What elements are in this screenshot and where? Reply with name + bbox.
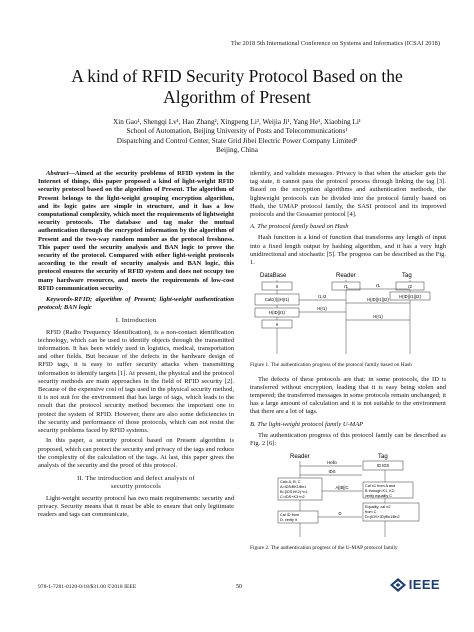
fig2-tbb-line-1: Equality, cal n2 — [365, 505, 391, 510]
fig2-reader-label: Reader — [290, 454, 310, 461]
right-paragraph-1: identify, and validate messages. Privacy is that when the attacker gets the tag state, it cannot pass the protocol process through linking the tag [3]. Based on the encryption algorithms and authentication methods, the lightweight protocols can be divided into the protocol family based on Hash, the UMAP protocol family, the SASI protocol and its improved protocols and the Gossamer protocol [4]. — [250, 170, 446, 219]
abstract — [38, 170, 234, 293]
fig2-rb1-line-3: B=(IDS∨K2)+n1 — [280, 490, 308, 495]
fig2-tbb-line-3: D=(IDS+ID)⊕n1⊕n2 — [365, 515, 400, 520]
fig1-msg-2: H(ID||r1||r2) — [367, 297, 389, 303]
subsection-a: A. The protocol family based on Hash — [250, 223, 349, 231]
subsection-b: B. The light-weight protocol family U-MAP — [250, 420, 364, 428]
section-heading-introduction: I. Introduction — [115, 317, 157, 325]
figure-2-diagram — [250, 451, 446, 539]
fig1-tag-label: Tag — [402, 273, 412, 280]
fig2-rb1-line-1: Calc A, B, C — [280, 480, 301, 485]
affiliation-2: Dispatching and Control Center, State Grid Jibei Electric Power Company Limited² — [116, 136, 358, 145]
fig1-reader-box-text: r1 — [343, 284, 349, 290]
page-number: 50 — [236, 584, 242, 590]
fig2-rb2-line-2: D, verify it — [280, 518, 297, 523]
fig1-tag-box-1-text: r2 — [407, 284, 413, 290]
affiliation-1: School of Automation, Beijing University of Posts and Telecommunications¹ — [126, 127, 348, 136]
figure-1-caption: Figure 1. The authentication progress of the protocol family based on Hash — [250, 362, 412, 369]
intro-paragraph-2: In this paper, a security protocol based on Present algorithm is proposed, which can protect the security and privacy of the tags and reduce the complexity of the calculation of the tags. At last, this paper gives the analysis of the security and the proof of this protocol. — [38, 437, 234, 469]
fig2-msg-hello: Hello — [327, 460, 337, 466]
fig2-rb1-line-2: A=IDS⊕K1⊕n1 — [280, 485, 307, 490]
fig2-tbm-line-2: B through K1, K2; — [365, 489, 395, 494]
fig2-tbm-line-3: verify equality C — [365, 494, 393, 499]
abstract-label: Abstract — [46, 170, 69, 177]
figure-1 — [250, 270, 446, 369]
fig2-tbb-line-2: from C — [365, 510, 377, 515]
figure-2-caption: Figure 2. The authentication progress of the U-MAP protocol family — [250, 545, 398, 552]
left-column — [38, 170, 234, 521]
fig2-rb1-line-4: C=IDS+K3+n2 — [280, 495, 305, 500]
right-column — [250, 170, 446, 559]
title-line-1: A kind of RFID Security Protocol Based on the — [71, 66, 403, 86]
fig1-msg-1: r1 — [375, 283, 381, 289]
keywords: Keywords-RFID; algorithm of Present; light-weight authentication protocol; BAN logic — [38, 296, 234, 312]
ieee-logo — [390, 577, 440, 592]
fig2-msg-ids: IDS — [328, 469, 336, 475]
authors: Xin Gao¹, Shengqi Lv¹, Hao Zhang², Xingpeng Li², Weijia Ji¹, Yang He¹, Xiaobing Li¹ — [113, 118, 361, 126]
fig1-msg-5: H(r1) — [373, 314, 383, 320]
right-paragraph-2: Hash function is a kind of function that transforms any length of input into a fixed length output by hashing algorithm, and it has a very high unidirectional and stochastic [5]. The progress can be described as the Fig. 1. — [250, 234, 446, 267]
fig2-tag-box-mid-text — [365, 484, 396, 498]
section-heading-2-line-1: II. The introduction and defect analysis of — [77, 475, 195, 483]
fig1-db-box-1-text: ri — [275, 284, 279, 290]
section-heading-2-line-2: security protocols — [111, 483, 161, 491]
location: Beijing, China — [216, 146, 258, 155]
fig1-tag-box-2-text: H(ID||r1||r2) — [399, 294, 421, 300]
fig2-tag-label: Tag — [378, 454, 388, 461]
fig2-tbm-line-1: Cal n1 from A and — [365, 484, 396, 489]
title-line-2: Algorithm of Present — [163, 87, 311, 107]
abstract-text: —Aimed at the security problems of RFID system in the Internet of things, this paper proposed a kind of light-weight RFID security protocol based on the algorithm of Present. The algorithm of Present belongs to the light-weight grouping encryption algorithm, and its logic gates are simple in structure, and it has a low computational complexity, which meet the requirements of lightweight security protocols. The database and tag make the mutual authentication through the encrypted information by the algorithm of Present and the two-way random number as the protocol freshness. This paper used the security analysis and BAN logic to prove the security of the protocol. Compared with other light-weight protocols according to the result of security analysis and BAN logic, this protocol ensures the security of RFID system and does not occupy too many hardware resources, and meets the requirements of low-cost RFID communication security. — [38, 170, 234, 292]
fig1-msg-4: H(r1) — [317, 306, 327, 312]
right-paragraph-4: The authentication progress of this protocol family can be described as Fig. 2 [6]: — [250, 431, 446, 448]
figure-2 — [250, 451, 446, 552]
section2-paragraph-1: Light-weight security protocol has two main requirements: security and privacy. Security means that it must be able to ensure that only legitimate readers and tags can communicate, — [38, 494, 234, 518]
fig1-db-box-4-text: ri — [275, 322, 279, 328]
fig2-msg-d: D — [338, 511, 342, 517]
conference-header: The 2018 5th International Conference on Systems and Informatics (ICSAI 2018) — [230, 40, 440, 47]
fig1-db-box-3-text: H(ID||r1) — [269, 310, 285, 316]
fig2-tag-box-top-text: ID IDS — [376, 463, 390, 469]
ieee-wordmark: IEEE — [408, 577, 440, 592]
fig1-database-label: DataBase — [260, 273, 287, 280]
isbn-line: 978-1-7281-0120-0/18/$31.00 ©2018 IEEE — [38, 584, 137, 590]
right-paragraph-3: The defects of these protocols are that: in some protocols, the ID is transferred without encryption, leading that it is easy being stolen and tempered; the transferred messages in some protocols remain unchanged; it has a large amount of calculation and it is not suitable to the environment that there are a lot of tags. — [250, 375, 446, 416]
section-heading-2 — [38, 475, 234, 491]
fig1-db-box-2-text: Calc(r)||H(r1) — [264, 297, 290, 303]
fig1-msg-3: r1,r2 — [317, 294, 327, 300]
intro-paragraph-1: RFID (Radio Frequency Identification), is a non-contact identification technology, which can be used to identify objects through the transmitted information. It has been widely used in logistics, medical, transportation and other fields. But because of the defects in the hardware design of RFID tags, it is easy to suffer security attacks when transmitting information to identify targets [1]. At present, the physical and the protocol security methods are main approaches in the field of RFID security [2]. Because of the expensive cost of tags used in the physical security method, it is not suit for the environment that has large of tags, which leads to the result that the protocol security method becomes the important one to protect the system of RFID. However, there are also some deficiencies in the security and performance of those protocols, which can not resist the security problems faced by RFID systems. — [38, 328, 234, 435]
fig2-msg-abc: A||B||C — [335, 485, 349, 491]
author-block — [0, 118, 474, 156]
paper-title — [0, 66, 474, 108]
figure-1-diagram — [250, 270, 446, 356]
ieee-diamond-icon — [390, 578, 406, 592]
fig1-reader-label: Reader — [336, 273, 356, 280]
fig2-rb2-line-1: Cal ID from — [280, 513, 300, 518]
